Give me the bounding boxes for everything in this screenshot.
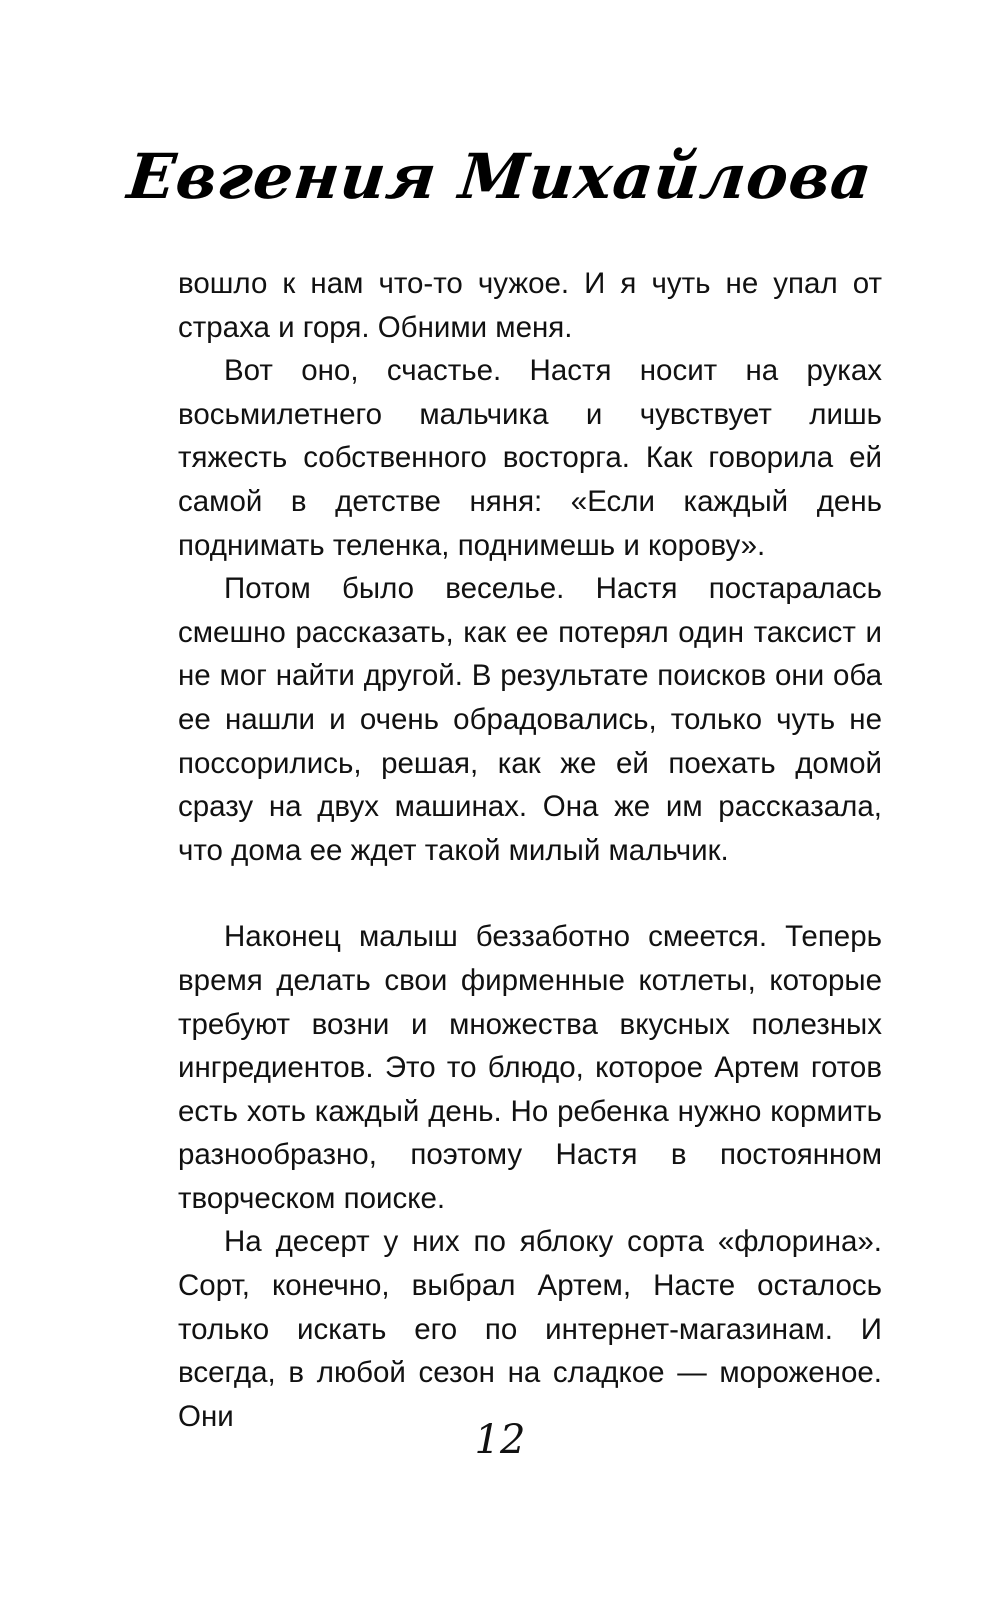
running-header-author: Евгения Михайлова [124, 140, 876, 213]
paragraph-1: вошло к нам что-то чужое. И я чуть не упал от страха и горя. Обними меня. [178, 267, 882, 344]
paragraph-5: На десерт у них по яблоку сорта «флорина». Сорт, конечно, выбрал Артем, Насте осталось только искать его по интернет-магазинам. И всегда, в любой сезон на сладкое — мороженое. Они [178, 1225, 882, 1433]
paragraph-4: Наконец малыш беззаботно смеется. Теперь время делать свои фирменные котлеты, которые требуют возни и множества вкусных полезных ингредиентов. Это то блюдо, которое Артем готов есть хоть каждый день. Но ребенка нужно кормить разнообразно, поэтому Настя в постоянном творческом поиске. [178, 920, 882, 1215]
paragraph-2: Вот оно, счастье. Настя носит на руках восьмилетнего мальчика и чувствует лишь тяжесть собственного восторга. Как говорила ей самой в детстве няня: «Если каждый день поднимать теленка, поднимешь и корову». [178, 354, 882, 562]
paragraph-3: Потом было веселье. Настя постаралась смешно рассказать, как ее потерял один таксист и не мог найти другой. В результате поисков они оба ее нашли и очень обрадовались, только чуть не поссорились, решая, как же ей поехать домой сразу на двух машинах. Она же им рассказала, что дома ее ждет такой милый мальчик. [178, 572, 882, 867]
page-number: 12 [474, 1417, 526, 1463]
page-body [178, 262, 882, 1438]
